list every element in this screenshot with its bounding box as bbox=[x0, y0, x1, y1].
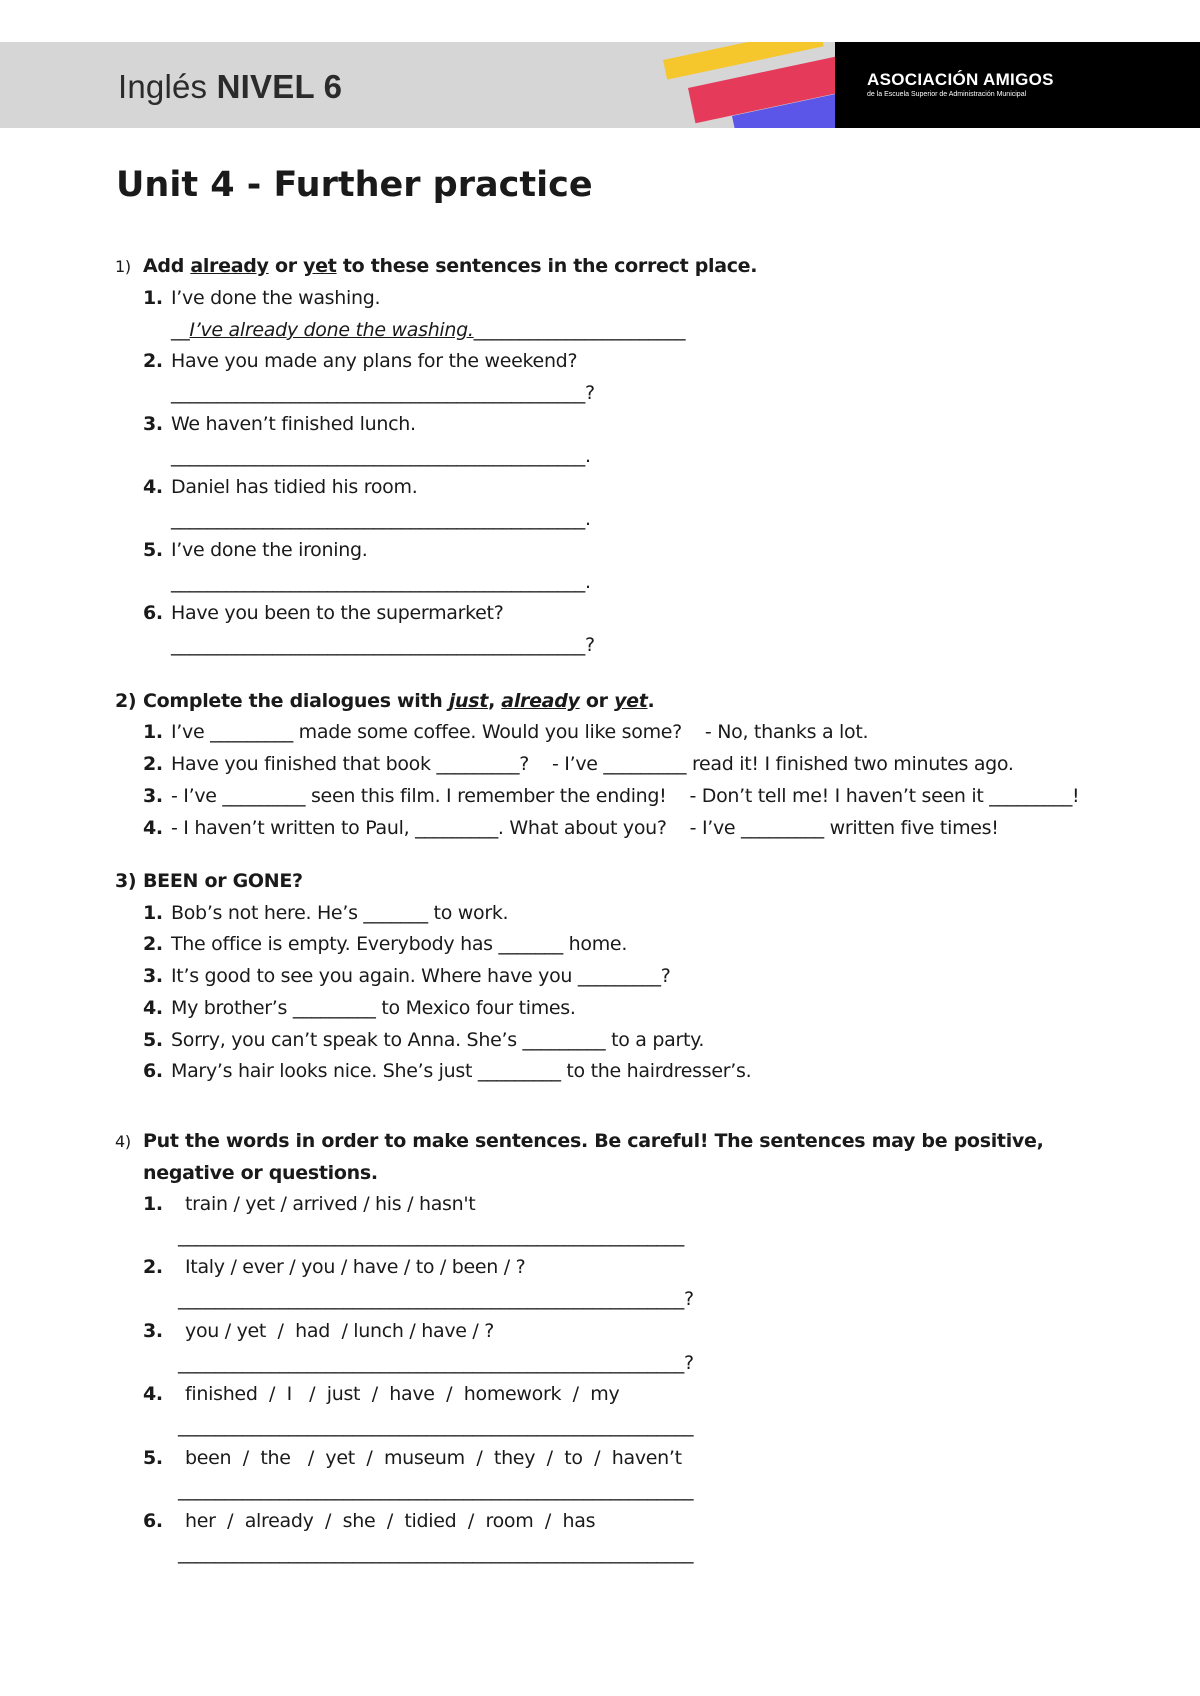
item-number: 3. bbox=[143, 965, 163, 987]
dialogue-item: I’ve _________ made some coffee. Would you like some? - No, thanks a lot. bbox=[171, 721, 869, 743]
section-4-instruction: Put the words in order to make sentences. Be careful! The sentences may be positive, bbox=[143, 1130, 1044, 1152]
association-name: ASOCIACIÓN AMIGOS bbox=[867, 70, 1054, 89]
word-list: Italy / ever / you / have / to / been / ? bbox=[185, 1256, 526, 1278]
section-3-instruction: BEEN or GONE? bbox=[143, 870, 303, 892]
item-number: 2. bbox=[143, 933, 163, 955]
word-list: train / yet / arrived / his / hasn't bbox=[185, 1193, 476, 1215]
section-2-number: 2) bbox=[115, 690, 137, 712]
answer-blank[interactable]: _______________________________________________________? bbox=[178, 1352, 694, 1374]
item-text: We haven’t finished lunch. bbox=[171, 413, 416, 435]
dialogue-item: - I haven’t written to Paul, _________. What about you? - I’ve _________ written five times! bbox=[171, 817, 999, 839]
item-number: 1. bbox=[143, 721, 163, 743]
item-number: 6. bbox=[143, 1510, 163, 1532]
section-1-instruction: Add already or yet to these sentences in the correct place. bbox=[143, 255, 758, 277]
item-number: 2. bbox=[143, 350, 163, 372]
item-text: The office is empty. Everybody has _______ home. bbox=[171, 933, 628, 955]
item-text: Have you been to the supermarket? bbox=[171, 602, 504, 624]
item-number: 4. bbox=[143, 997, 163, 1019]
answer-blank[interactable]: _______________________________________________________? bbox=[178, 1288, 694, 1310]
item-text: I’ve done the ironing. bbox=[171, 539, 368, 561]
header-banner bbox=[0, 42, 1200, 128]
association-subtitle: de la Escuela Superior de Administración Municipal bbox=[867, 91, 1027, 98]
item-number: 5. bbox=[143, 1029, 163, 1051]
item-text: I’ve done the washing. bbox=[171, 287, 381, 309]
item-number: 5. bbox=[143, 1447, 163, 1469]
item-number: 2. bbox=[143, 753, 163, 775]
answer-blank[interactable]: _____________________________________________? bbox=[171, 634, 595, 656]
answer-blank[interactable]: _______________________________________________________ bbox=[178, 1225, 685, 1247]
item-number: 4. bbox=[143, 476, 163, 498]
item-number: 4. bbox=[143, 1383, 163, 1405]
answer-blank[interactable]: _____________________________________________. bbox=[171, 445, 591, 467]
item-number: 1. bbox=[143, 287, 163, 309]
item-number: 3. bbox=[143, 1320, 163, 1342]
answer-blank[interactable]: ________________________________________________________ bbox=[178, 1479, 694, 1501]
item-text: It’s good to see you again. Where have you _________? bbox=[171, 965, 671, 987]
answer-blank[interactable]: ________________________________________________________ bbox=[178, 1415, 694, 1437]
answer-example: __I’ve already done the washing._______________________ bbox=[171, 319, 686, 341]
page-title: Unit 4 - Further practice bbox=[116, 165, 593, 205]
section-1-number: 1) bbox=[115, 257, 131, 276]
dialogue-item: Have you finished that book _________? - I’ve _________ read it! I finished two minutes ago. bbox=[171, 753, 1014, 775]
answer-blank[interactable]: _____________________________________________. bbox=[171, 508, 591, 530]
section-2-instruction: Complete the dialogues with just, already or yet. bbox=[143, 690, 655, 712]
brand-light: Inglés bbox=[118, 68, 217, 105]
answer-blank[interactable]: _____________________________________________. bbox=[171, 571, 591, 593]
association-logo bbox=[835, 42, 1200, 128]
item-text: Bob’s not here. He’s _______ to work. bbox=[171, 902, 509, 924]
item-number: 2. bbox=[143, 1256, 163, 1278]
item-number: 1. bbox=[143, 1193, 163, 1215]
answer-blank[interactable]: ________________________________________________________ bbox=[178, 1542, 694, 1564]
item-number: 5. bbox=[143, 539, 163, 561]
item-number: 4. bbox=[143, 817, 163, 839]
item-number: 3. bbox=[143, 413, 163, 435]
dialogue-item: - I’ve _________ seen this film. I remember the ending! - Don’t tell me! I haven’t seen it _________! bbox=[171, 785, 1080, 807]
item-text: Sorry, you can’t speak to Anna. She’s _________ to a party. bbox=[171, 1029, 705, 1051]
item-text: Mary’s hair looks nice. She’s just _________ to the hairdresser’s. bbox=[171, 1060, 752, 1082]
section-4-number: 4) bbox=[115, 1132, 131, 1151]
section-3-number: 3) bbox=[115, 870, 137, 892]
word-list: you / yet / had / lunch / have / ? bbox=[185, 1320, 495, 1342]
word-list: her / already / she / tidied / room / has bbox=[185, 1510, 596, 1532]
answer-blank[interactable]: _____________________________________________? bbox=[171, 382, 595, 404]
course-brand bbox=[118, 68, 342, 106]
section-4-instruction-cont: negative or questions. bbox=[143, 1162, 378, 1184]
item-text: Have you made any plans for the weekend? bbox=[171, 350, 578, 372]
item-number: 3. bbox=[143, 785, 163, 807]
item-text: Daniel has tidied his room. bbox=[171, 476, 418, 498]
word-list: finished / I / just / have / homework / my bbox=[185, 1383, 620, 1405]
item-number: 6. bbox=[143, 1060, 163, 1082]
item-text: My brother’s _________ to Mexico four times. bbox=[171, 997, 576, 1019]
item-number: 1. bbox=[143, 902, 163, 924]
item-number: 6. bbox=[143, 602, 163, 624]
brand-bold: NIVEL 6 bbox=[216, 68, 343, 105]
word-list: been / the / yet / museum / they / to / haven’t bbox=[185, 1447, 682, 1469]
